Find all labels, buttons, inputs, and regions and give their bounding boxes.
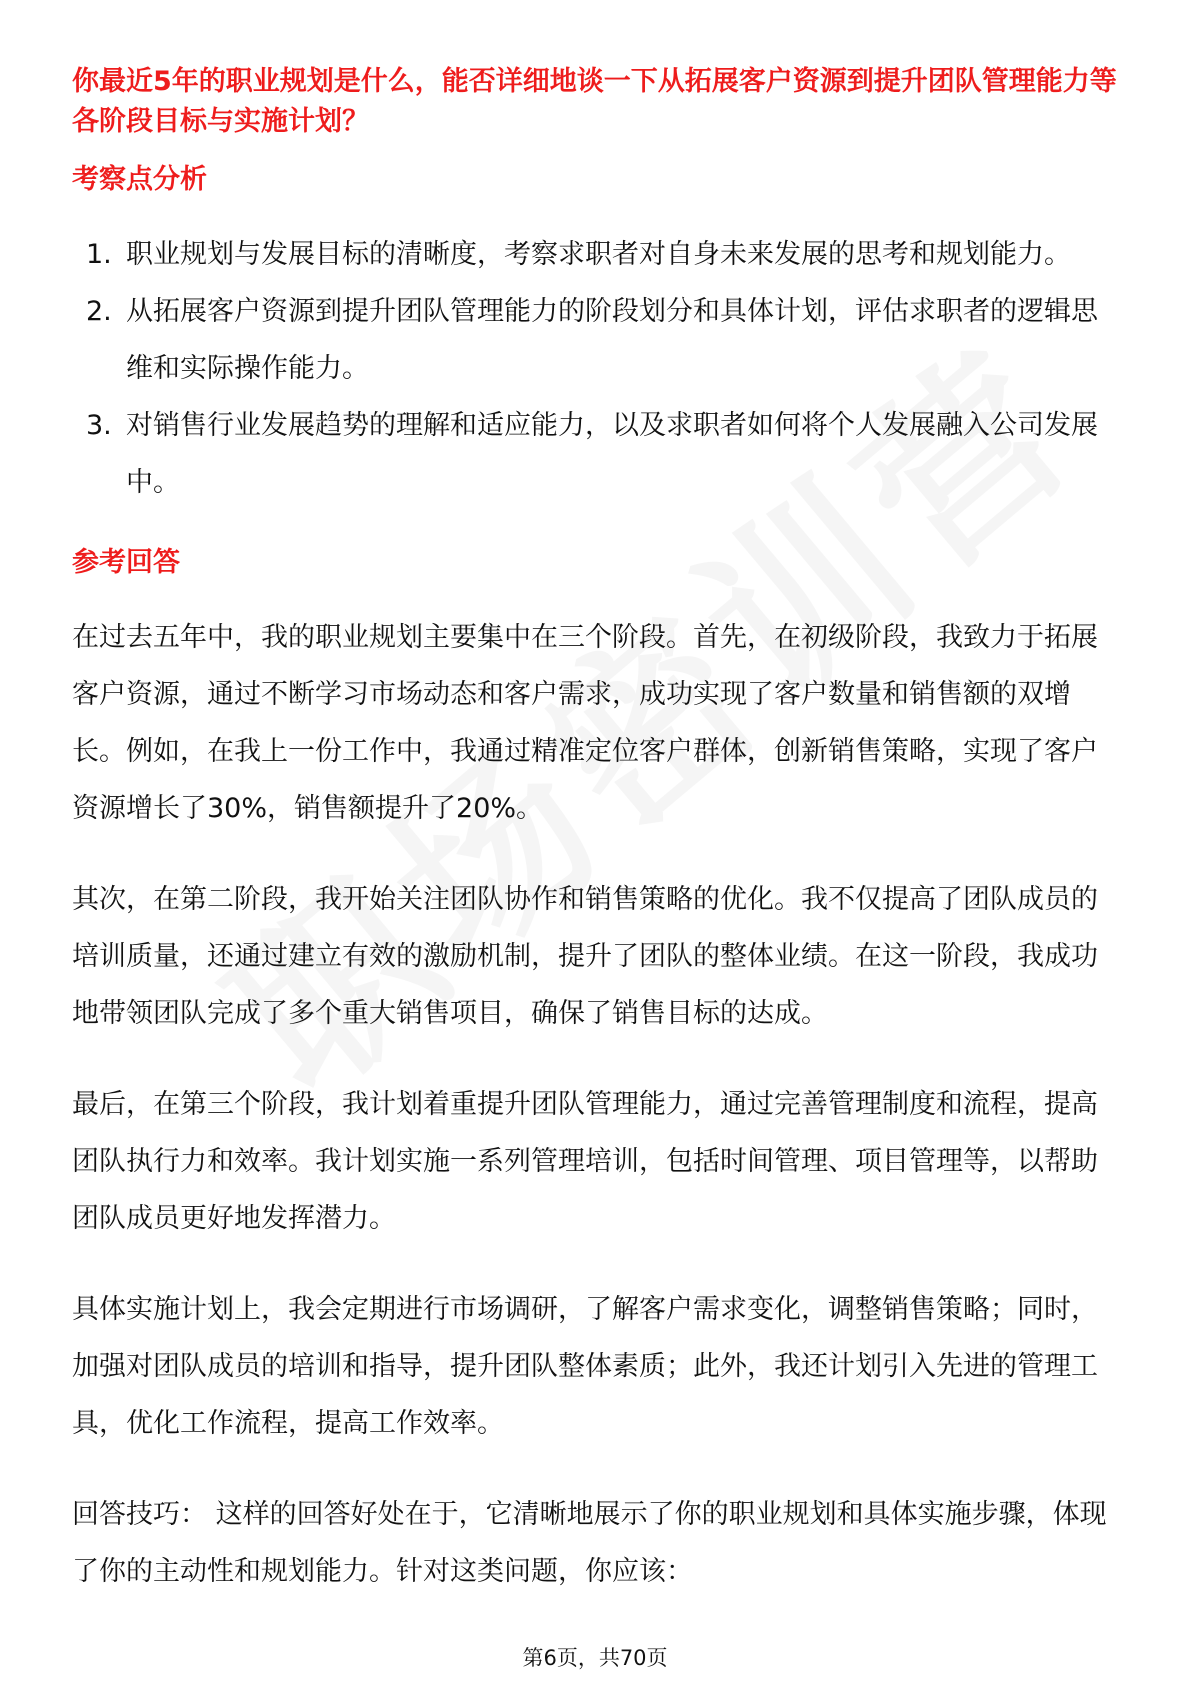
- analysis-list: [72, 226, 1122, 511]
- list-number: 1.: [86, 239, 112, 270]
- document-content: [72, 62, 1122, 1600]
- analysis-point: [72, 283, 1122, 397]
- answer-paragraph: 在过去五年中，我的职业规划主要集中在三个阶段。首先，在初级阶段，我致力于拓展客户资源，通过不断学习市场动态和客户需求，成功实现了客户数量和销售额的双增长。例如，在我上一份工作中，我通过精准定位客户群体，创新销售策略，实现了客户资源增长了30%，销售额提升了20%。: [72, 622, 1098, 824]
- answer-paragraph: 其次，在第二阶段，我开始关注团队协作和销售策略的优化。我不仅提高了团队成员的培训质量，还通过建立有效的激励机制，提升了团队的整体业绩。在这一阶段，我成功地带领团队完成了多个重大销售项目，确保了销售目标的达成。: [72, 884, 1098, 1029]
- question-heading: 你最近5年的职业规划是什么，能否详细地谈一下从拓展客户资源到提升团队管理能力等各阶段目标与实施计划？: [72, 66, 1117, 137]
- analysis-point: [72, 226, 1122, 283]
- list-item-text: 对销售行业发展趋势的理解和适应能力，以及求职者如何将个人发展融入公司发展中。: [126, 410, 1098, 498]
- answer-paragraph: 具体实施计划上，我会定期进行市场调研，了解客户需求变化，调整销售策略；同时，加强对团队成员的培训和指导，提升团队整体素质；此外，我还计划引入先进的管理工具，优化工作流程，提高工作效率。: [72, 1294, 1098, 1439]
- analysis-heading: 考察点分析: [72, 164, 207, 195]
- list-item-text: 职业规划与发展目标的清晰度，考察求职者对自身未来发展的思考和规划能力。: [126, 239, 1071, 270]
- list-number: 2.: [86, 296, 112, 327]
- list-item-text: 从拓展客户资源到提升团队管理能力的阶段划分和具体计划，评估求职者的逻辑思维和实际操作能力。: [126, 296, 1098, 384]
- answer-paragraph: 最后，在第三个阶段，我计划着重提升团队管理能力，通过完善管理制度和流程，提高团队执行力和效率。我计划实施一系列管理培训，包括时间管理、项目管理等，以帮助团队成员更好地发挥潜力。: [72, 1089, 1098, 1234]
- list-number: 3.: [86, 410, 112, 441]
- analysis-point: [72, 397, 1122, 511]
- page-number-footer: 第6页，共70页: [522, 1646, 668, 1670]
- answer-heading: 参考回答: [72, 547, 180, 578]
- answer-tips-paragraph: 回答技巧： 这样的回答好处在于，它清晰地展示了你的职业规划和具体实施步骤，体现了你的主动性和规划能力。针对这类问题，你应该：: [72, 1499, 1107, 1587]
